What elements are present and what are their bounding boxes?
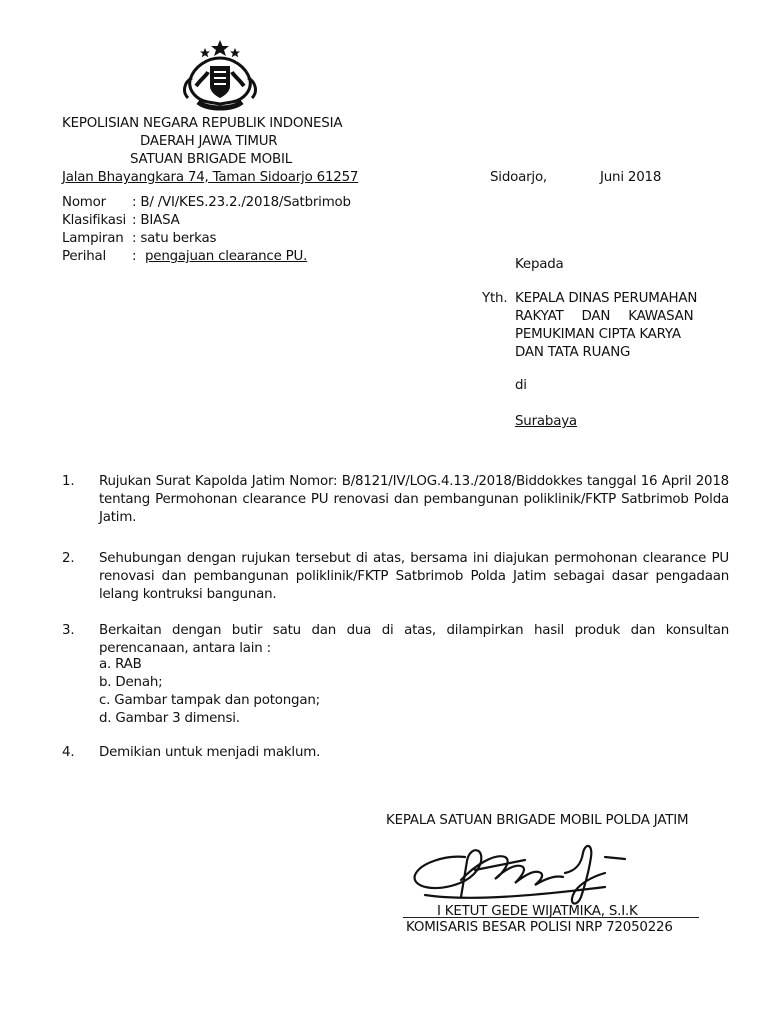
sublist-item: c. Gambar tampak dan potongan; [99, 693, 320, 708]
meta-value: : satu berkas [132, 231, 217, 246]
list-number: 2. [62, 551, 75, 566]
recipient-kepada: Kepada [515, 257, 564, 272]
meta-value: : B/ /VI/KES.23.2./2018/Satbrimob [132, 195, 351, 210]
meta-value: : BIASA [132, 213, 180, 228]
paragraph: Sehubungan dengan rujukan tersebut di atas, bersama ini diajukan permohonan clearance PU renovasi dan pembangunan poliklinik/FKTP Satbrimob Polda Jatim sebagai dasar pengadaan lelang kontruksi bangunan. [99, 551, 729, 602]
letterhead-line1: KEPOLISIAN NEGARA REPUBLIK INDONESIA [62, 116, 343, 131]
letterhead-line3: SATUAN BRIGADE MOBIL [130, 152, 292, 167]
signature-name: I KETUT GEDE WIJATMIKA, S.I.K [437, 904, 638, 919]
recipient-yth: Yth. [482, 291, 508, 306]
meta-label: Lampiran [62, 231, 124, 246]
meta-label: Perihal [62, 249, 107, 264]
meta-label: Nomor [62, 195, 106, 210]
meta-label: Klasifikasi [62, 213, 127, 228]
recipient-di: di [515, 378, 527, 393]
paragraph: Berkaitan dengan butir satu dan dua di atas, dilampirkan hasil produk dan konsultan perencanaan, antara lain : [99, 623, 729, 656]
paragraph: Rujukan Surat Kapolda Jatim Nomor: B/8121/IV/LOG.4.13./2018/Biddokkes tanggal 16 April 2018 tentang Permohonan clearance PU renovasi dan pembangunan poliklinik/FKTP Satbrimob Polda Jatim. [99, 474, 729, 525]
recipient-city: Surabaya [515, 414, 577, 429]
signature-rank: KOMISARIS BESAR POLISI NRP 72050226 [406, 920, 673, 935]
place: Sidoarjo, [490, 170, 547, 185]
sublist-item: b. Denah; [99, 675, 163, 690]
recipient-line: DAN TATA RUANG [515, 345, 631, 360]
signature-title: KEPALA SATUAN BRIGADE MOBIL POLDA JATIM [386, 813, 689, 828]
meta-value: pengajuan clearance PU. [145, 249, 308, 264]
sublist-item: a. RAB [99, 657, 142, 672]
recipient-line: PEMUKIMAN CIPTA KARYA [515, 327, 681, 342]
police-emblem-icon [178, 38, 262, 114]
letterhead-address: Jalan Bhayangkara 74, Taman Sidoarjo 61257 [62, 170, 359, 185]
list-number: 1. [62, 474, 75, 489]
list-number: 3. [62, 623, 75, 638]
meta-colon: : [132, 249, 137, 264]
paragraph: Demikian untuk menjadi maklum. [99, 745, 321, 760]
signature-divider [403, 917, 699, 918]
sublist-item: d. Gambar 3 dimensi. [99, 711, 240, 726]
date: Juni 2018 [600, 170, 662, 185]
recipient-line: RAKYAT DAN KAWASAN [515, 309, 694, 324]
letterhead-line2: DAERAH JAWA TIMUR [140, 134, 278, 149]
recipient-line: KEPALA DINAS PERUMAHAN [515, 291, 698, 306]
list-number: 4. [62, 745, 75, 760]
